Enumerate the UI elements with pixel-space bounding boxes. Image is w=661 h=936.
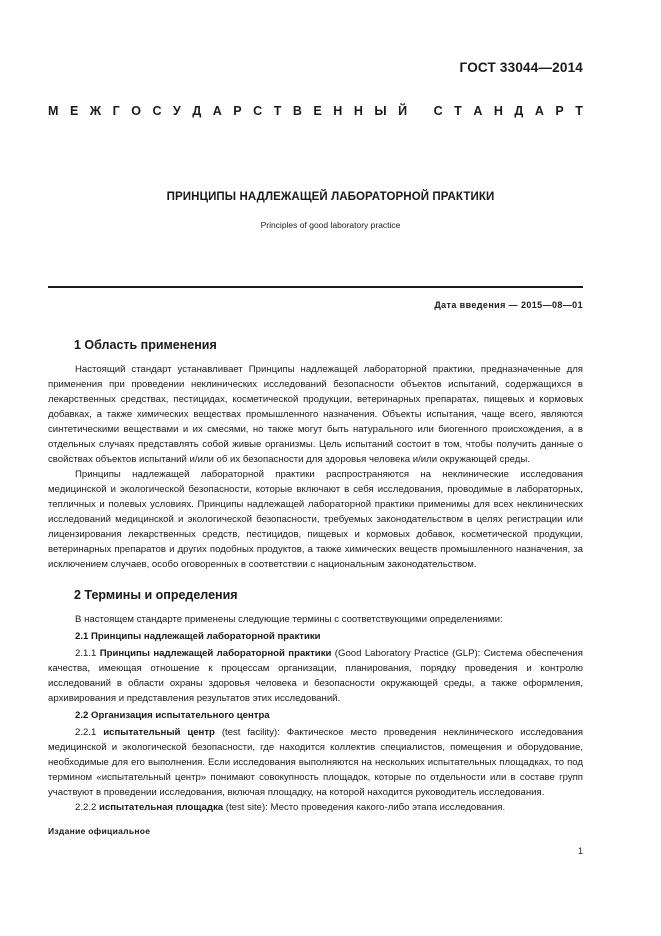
interstate-letter: Ы	[374, 104, 387, 118]
term-2-2-1	[48, 725, 583, 800]
section-2-heading: 2 Термины и определения	[74, 588, 238, 602]
interstate-letter: Т	[575, 104, 583, 118]
document-title: ПРИНЦИПЫ НАДЛЕЖАЩЕЙ ЛАБОРАТОРНОЙ ПРАКТИКИ	[166, 191, 495, 203]
interstate-letter: М	[48, 104, 59, 118]
interstate-letter: А	[212, 104, 222, 118]
official-edition-label: Издание официальное	[48, 826, 151, 836]
interstate-letter: Е	[69, 104, 79, 118]
interstate-letter: А	[473, 104, 483, 118]
interstate-letter: Т	[454, 104, 462, 118]
interstate-letter: Т	[273, 104, 282, 118]
interstate-letter: Е	[313, 104, 322, 118]
section-1-heading: 1 Область применения	[74, 338, 217, 352]
interstate-letter: Н	[493, 104, 503, 118]
interstate-letter: Н	[353, 104, 363, 118]
title-divider	[48, 286, 583, 288]
section-1-paragraph-1: Настоящий стандарт устанавливает Принципы надлежащей лабораторной практики, предназначенные для применения при проведении неклинических исследований безопасности объектов испытаний, содержащихся в лекарственных средствах, пестицидах, косметической продукции, ветеринарных препаратах, пищевых и кормовых добавках, а также химических веществах промышленного назначения. Объекты испытания, чаще всего, являются синтетическими веществами и их смесями, но также могут быть натурального или биогенного происхождения, а в отдельных случаях представлять собой живые организмы. Цель испытаний состоит в том, чтобы получить данные о свойствах объектов испытаний и/или об их безопасности для здоровья человека и/или окружающей среды.	[48, 364, 583, 465]
interstate-letter: Н	[333, 104, 343, 118]
term-2-1-1-term: Принципы надлежащей лабораторной практики	[99, 648, 332, 659]
interstate-letter: С	[253, 104, 263, 118]
interstate-letter: Й	[398, 104, 408, 118]
interstate-letter: В	[292, 104, 302, 118]
interstate-letter: Д	[192, 104, 202, 118]
term-2-2-2-definition: (test site): Место проведения какого-либо этапа исследования.	[225, 802, 506, 813]
term-2-1-1-definition: (Good Laboratory Practice (GLP): Система обеспечения качества, имеющая отношение к процессам организации, планирования, порядку проведения и контролю исследований в области охраны здоровья человека и безопасности окружающей среды, а также оформления, архивирования и представления результатов этих исследований.	[48, 648, 583, 704]
interstate-letter: А	[534, 104, 544, 118]
interstate-letter	[419, 104, 422, 118]
subsection-2-1-heading: 2.1 Принципы надлежащей лабораторной практики	[75, 631, 321, 642]
gost-code: ГОСТ 33044—2014	[459, 60, 583, 75]
term-2-1-1-number: 2.1.1	[75, 648, 97, 659]
section-1-paragraph-2: Принципы надлежащей лабораторной практики распространяются на неклинические исследования медицинской и экологической безопасности, которые включают в себя исследования, проводимые в лабораторных, тепличных и полевых условиях. Принципы надлежащей лабораторной практики применимы для всех неклинических исследований медицинской и экологической безопасности, требуемых законодательством в целях регистрации или лицензирования лекарственных средств, пестицидов, пищевых и кормовых добавок, косметической продукции, ветеринарных препаратов и других подобных продуктов, а также химических веществ промышленного назначения, за исключением случаев, особо оговоренных в соответствии с национальным законодательством.	[48, 469, 583, 570]
interstate-standard-banner	[48, 104, 583, 118]
interstate-letter: Д	[514, 104, 524, 118]
interstate-letter: Р	[233, 104, 242, 118]
term-2-2-1-term: испытательный центр	[103, 727, 215, 738]
document-body	[48, 336, 584, 815]
document-title-english: Principles of good laboratory practice	[260, 220, 401, 230]
interstate-letter: У	[173, 104, 181, 118]
term-2-2-2	[48, 800, 583, 815]
subsection-2-2-heading: 2.2 Организация испытательного центра	[75, 710, 270, 721]
section-2-intro: В настоящем стандарте применены следующие термины с соответствующими определениями:	[75, 614, 503, 625]
introduction-date: Дата введения — 2015—08—01	[434, 300, 583, 310]
page-number: 1	[577, 846, 583, 856]
term-2-2-2-term: испытательная площадка	[99, 802, 224, 813]
interstate-letter: О	[131, 104, 141, 118]
interstate-letter: Г	[112, 104, 120, 118]
term-2-2-1-definition: (test facility): Фактическое место проведения неклинического исследования медицинской и экологической безопасности, где находится коллектив специалистов, помещения и оборудование, необходимые для его выполнения. Если исследования выполняются на нескольких испытательных площадках, то под термином «испытательный центр» понимают совокупность площадок, которые по отдельности или в составе групп участвуют в проведении исследования, включая площадку, на которой находится руководитель исследования.	[48, 727, 584, 798]
interstate-letter: С	[152, 104, 162, 118]
term-2-1-1	[48, 646, 583, 706]
interstate-letter: Ж	[89, 104, 102, 118]
term-2-2-1-number: 2.2.1	[75, 727, 97, 738]
interstate-letter: Р	[555, 104, 564, 118]
interstate-letter: С	[433, 104, 443, 118]
term-2-2-2-number: 2.2.2	[75, 802, 97, 813]
